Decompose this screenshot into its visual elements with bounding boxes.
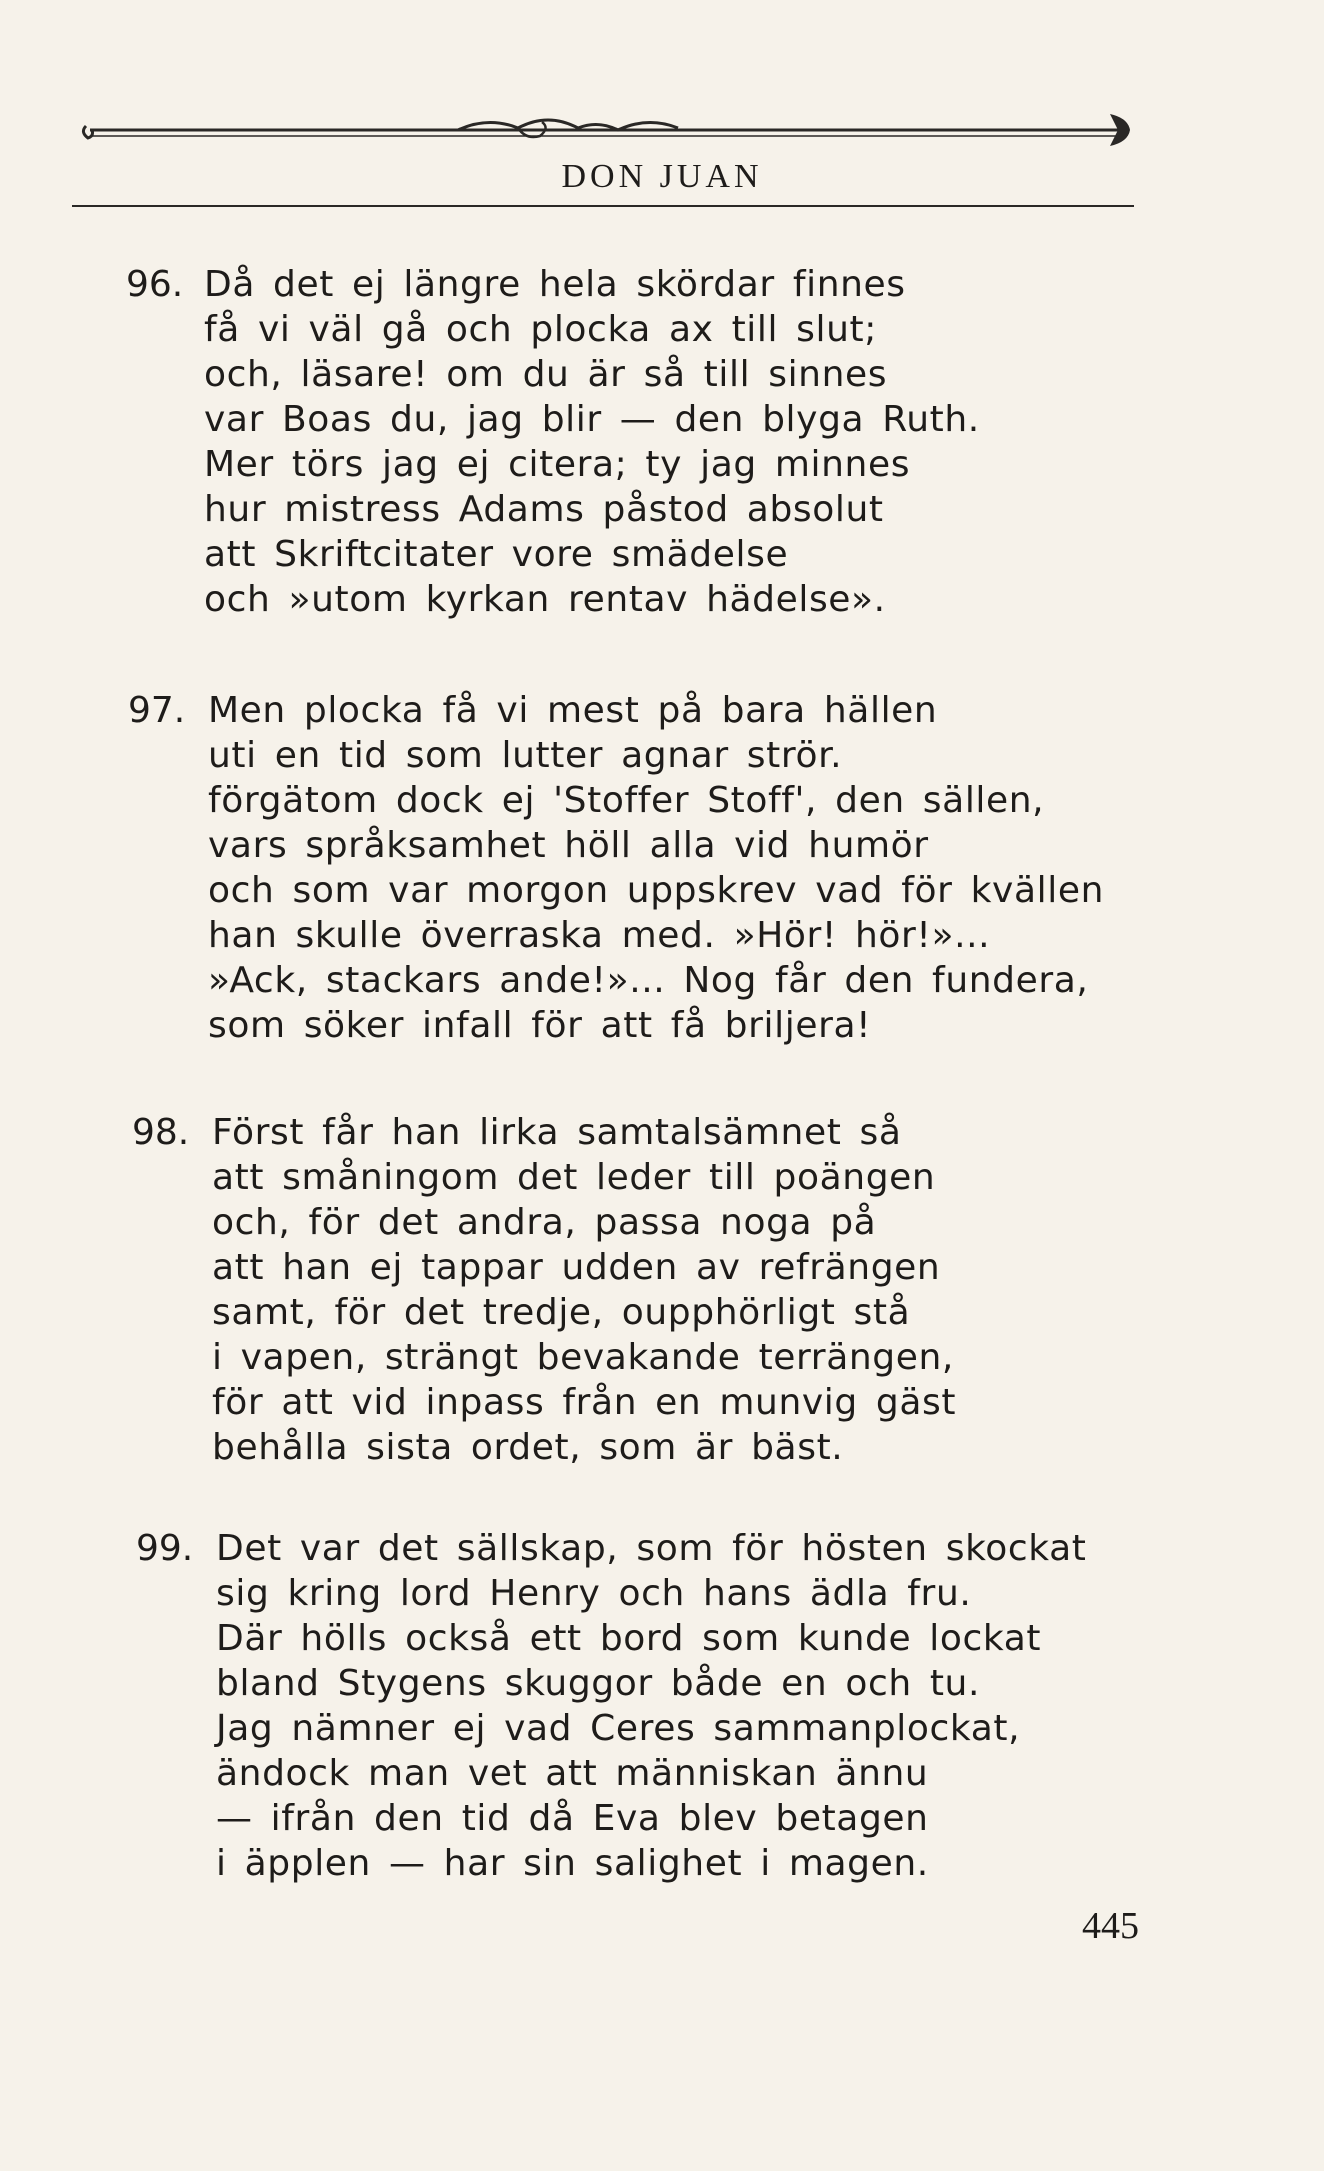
verse-line: samt, för det tredje, oupphörligt stå (212, 1292, 911, 1333)
verse-line: och »utom kyrkan rentav hädelse». (204, 579, 886, 620)
verse-line: Jag nämner ej vad Ceres sammanplockat, (216, 1708, 1021, 1749)
stanza-lines (208, 688, 1104, 1048)
stanza-number: 98. (132, 1112, 190, 1153)
verse-line: Mer törs jag ej citera; ty jag minnes (204, 444, 911, 485)
verse-line: uti en tid som lutter agnar strör. (208, 735, 843, 776)
header-rule (72, 205, 1134, 207)
verse-line: ändock man vet att människan ännu (216, 1753, 929, 1794)
verse-line: Då det ej längre hela skördar finnes (204, 264, 906, 305)
stanza-number: 96. (126, 264, 184, 305)
verse-line: och, läsare! om du är så till sinnes (204, 354, 888, 395)
verse-line: bland Stygens skuggor både en och tu. (216, 1663, 981, 1704)
stanza-number: 99. (136, 1528, 194, 1569)
stanza-lines (216, 1526, 1086, 1886)
verse-line: att Skriftcitater vore smädelse (204, 534, 789, 575)
header-ornament (78, 106, 1138, 154)
verse-line: att han ej tappar udden av refrängen (212, 1247, 941, 1288)
verse-line: hur mistress Adams påstod absolut (204, 489, 884, 530)
verse-line: han skulle överraska med. »Hör! hör!»... (208, 915, 991, 956)
verse-line: Först får han lirka samtalsämnet så (212, 1112, 902, 1153)
verse-line: och, för det andra, passa noga på (212, 1202, 877, 1243)
stanza-lines (204, 262, 980, 622)
verse-line: i äpplen — har sin salighet i magen. (216, 1843, 929, 1884)
verse-line: förgätom dock ej 'Stoffer Stoff', den sällen, (208, 780, 1045, 821)
stanza-number: 97. (128, 690, 186, 731)
verse-line: att småningom det leder till poängen (212, 1157, 936, 1198)
page-number: 445 (1082, 1905, 1139, 1947)
verse-line: Där hölls också ett bord som kunde lockat (216, 1618, 1042, 1659)
verse-line: behålla sista ordet, som är bäst. (212, 1427, 844, 1468)
running-head: DON JUAN (561, 158, 763, 195)
verse-line: Men plocka få vi mest på bara hällen (208, 690, 938, 731)
verse-line: Det var det sällskap, som för hösten skockat (216, 1528, 1087, 1569)
verse-line: var Boas du, jag blir — den blyga Ruth. (204, 399, 980, 440)
verse-line: som söker infall för att få briljera! (208, 1005, 872, 1046)
verse-line: sig kring lord Henry och hans ädla fru. (216, 1573, 972, 1614)
verse-line: — ifrån den tid då Eva blev betagen (216, 1798, 929, 1839)
verse-line: få vi väl gå och plocka ax till slut; (204, 309, 877, 350)
verse-line: vars språksamhet höll alla vid humör (208, 825, 929, 866)
verse-line: för att vid inpass från en munvig gäst (212, 1382, 957, 1423)
verse-line: »Ack, stackars ande!»... Nog får den fundera, (208, 960, 1089, 1001)
stanza-lines (212, 1110, 956, 1470)
verse-line: i vapen, strängt bevakande terrängen, (212, 1337, 954, 1378)
verse-line: och som var morgon uppskrev vad för kvällen (208, 870, 1104, 911)
